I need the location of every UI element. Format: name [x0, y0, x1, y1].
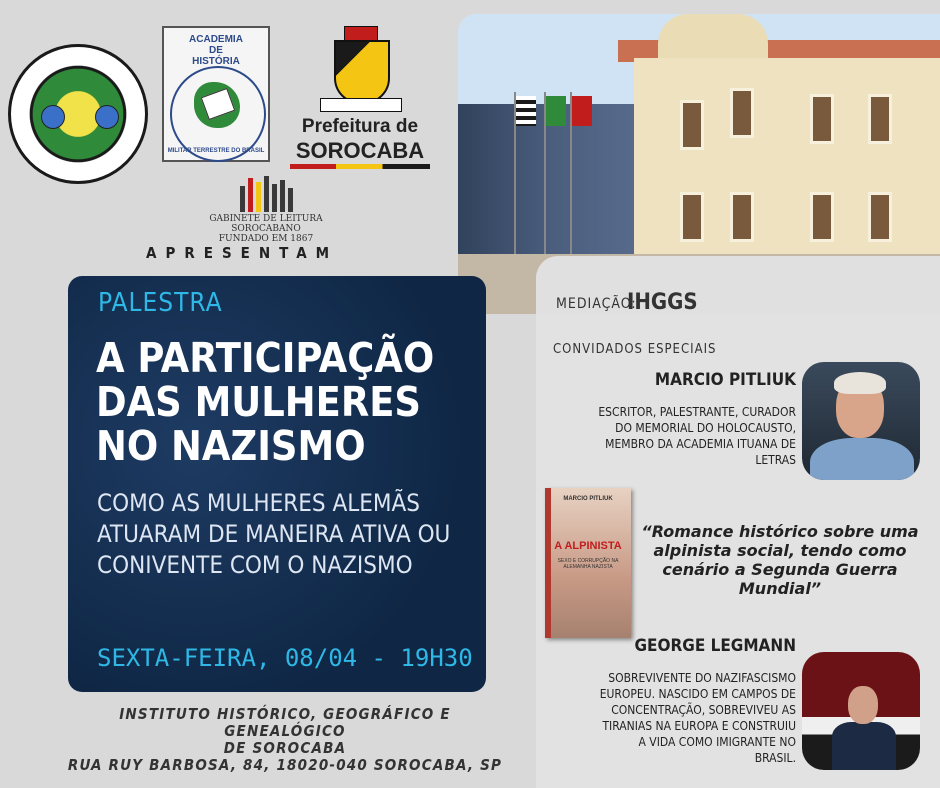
book-subtitle: SEXO E CORRUPÇÃO NA ALEMANHA NAZISTA: [557, 558, 619, 570]
guest-name: MARCIO PITLIUK: [654, 370, 796, 390]
event-datetime: SEXTA-FEIRA, 08/04 - 19H30: [97, 644, 473, 672]
guests-heading: CONVIDADOS ESPECIAIS: [553, 342, 717, 357]
books-icon: [196, 176, 336, 212]
event-title: A PARTICIPAÇÃO DAS MULHERES NO NAZISMO: [96, 334, 435, 470]
venue-info: [60, 706, 510, 774]
venue-line1: INSTITUTO HISTÓRICO, GEOGRÁFICO E GENEALÓGICO: [119, 705, 451, 740]
book-quote: “Romance histórico sobre uma alpinista social, tendo como cenário a Segunda Guerra Mundial”: [641, 522, 919, 598]
gabinete-line1: GABINETE DE LEITURA SOROCABANO: [209, 214, 323, 234]
guest-bio: SOBREVIVENTE DO NAZIFASCISMO EUROPEU. NASCIDO EM CAMPOS DE CONCENTRAÇÃO, SOBREVIVEU AS TIRANIAS NA EUROPA E CONSTRUIU A VIDA COMO IMIGRANTE NO BRASIL.: [599, 671, 796, 765]
academia-historia-logo: [162, 26, 270, 162]
gabinete-leitura-logo: [196, 176, 336, 244]
ihggs-logo: [8, 44, 148, 184]
ahimtb-line2: DE: [209, 45, 223, 56]
ahimtb-line3: HISTÓRIA: [192, 56, 240, 67]
book-author: MARCIO PITLIUK: [563, 496, 613, 502]
guest-photo: [802, 652, 920, 770]
event-subtitle: COMO AS MULHERES ALEMÃS ATUARAM DE MANEIRA ATIVA OU CONIVENTE COM O NAZISMO: [97, 489, 451, 579]
book-cover: [545, 488, 631, 638]
coat-of-arms-icon: [320, 26, 400, 112]
venue-line3: RUA RUY BARBOSA, 84, 18020-040 SOROCABA, SP: [67, 756, 503, 774]
book-title: A ALPINISTA: [554, 540, 622, 552]
presents-label: APRESENTAM: [146, 244, 339, 262]
mediation-label: MEDIAÇÃO:: [556, 296, 637, 312]
gabinete-line2: FUNDADO EM 1867: [218, 234, 314, 244]
ahimtb-ring-text: MILITAR TERRESTRE DO BRASIL: [167, 148, 265, 154]
guest-bio: ESCRITOR, PALESTRANTE, CURADOR DO MEMORIAL DO HOLOCAUSTO, MEMBRO DA ACADEMIA ITUANA DE LETRAS: [598, 405, 796, 467]
guest-photo: [802, 362, 920, 480]
event-kind: PALESTRA: [98, 288, 223, 318]
ahimtb-line1: ACADEMIA: [189, 34, 243, 45]
prefeitura-logo: [290, 22, 430, 172]
venue-line2: DE SOROCABA: [223, 739, 347, 757]
mediation-value: IHGGS: [627, 290, 698, 315]
prefeitura-name-line2: SOROCABA: [295, 138, 425, 163]
prefeitura-name-line1: Prefeitura de: [301, 116, 419, 137]
guest-name: GEORGE LEGMANN: [634, 636, 796, 656]
